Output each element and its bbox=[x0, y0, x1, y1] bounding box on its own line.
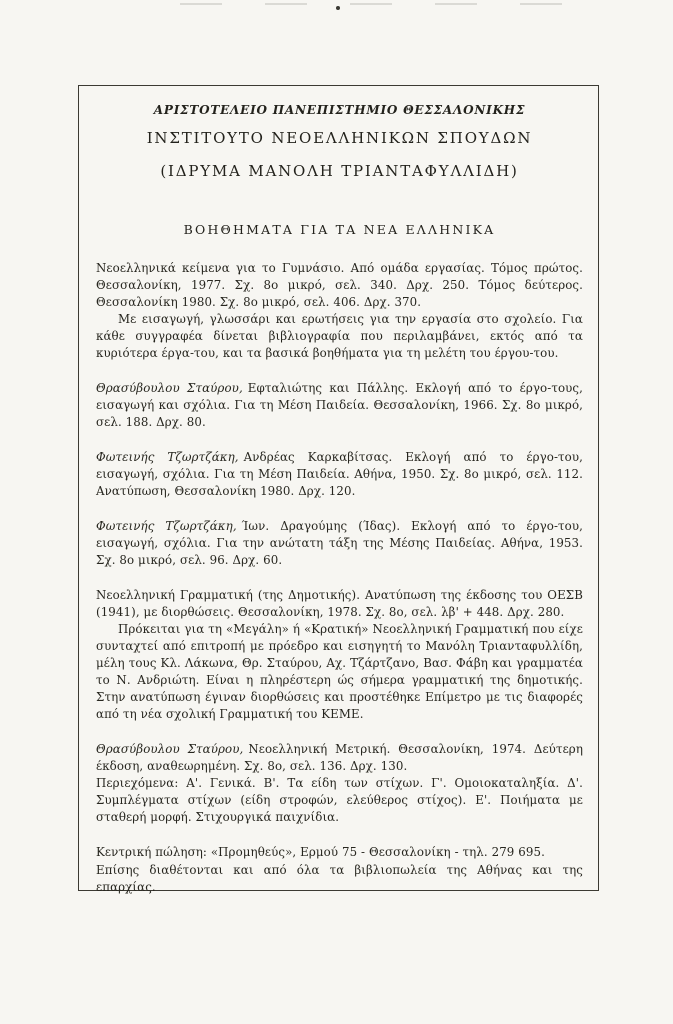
entry-author: Φωτεινής Τζωρτζάκη, bbox=[96, 450, 239, 464]
entry-author: Θρασύβουλου Σταύρου, bbox=[96, 742, 244, 756]
entry-text: Νεοελληνική Γραμματική (της Δημοτικής). Ανατύπωση της έκδοσης του ΟΕΣΒ (1941), με διορθώσεις. Θεσσαλονίκη, 1978. Σχ. 8ο, σελ. λβ' + 448. Δρχ. 280. bbox=[96, 588, 583, 619]
institute-name: ΙΝΣΤΙΤΟΥΤΟ ΝΕΟΕΛΛΗΝΙΚΩΝ ΣΠΟΥΔΩΝ bbox=[146, 129, 533, 147]
entry-text: Ίων. Δραγούμης (Ίδας). Εκλογή από το έργο-του, εισαγωγή, σχόλια. Για την ανώτατη τάξη της Μέσης Παιδείας. Αθήνα, 1953. Σχ. 8ο μικρό, σελ. 96. Δρχ. 60. bbox=[96, 519, 583, 567]
bibliography-entry bbox=[96, 449, 583, 500]
entry-citation bbox=[96, 518, 583, 569]
foundation-name: (ΙΔΡΥΜΑ ΜΑΝΟΛΗ ΤΡΙΑΝΤΑΦΥΛΛΙΔΗ) bbox=[160, 162, 519, 180]
sales-info bbox=[96, 844, 583, 897]
sales-line-secondary: Επίσης διαθέτονται και από όλα τα βιβλιοπωλεία της Αθήνας και της επαρχίας. bbox=[96, 862, 583, 894]
bibliography-entry bbox=[96, 518, 583, 569]
bibliography-entry bbox=[96, 587, 583, 723]
entry-author: Φωτεινής Τζωρτζάκη, bbox=[96, 519, 237, 533]
entry-text: Νεοελληνικά κείμενα για το Γυμνάσιο. Από ομάδα εργασίας. Τόμος πρώτος. Θεσσαλονίκη, 1977. Σχ. 8ο μικρό, σελ. 340. Δρχ. 250. Τόμος δεύτερος. Θεσσαλονίκη 1980. Σχ. 8ο μικρό, σελ. 406. Δρχ. 370. bbox=[96, 261, 583, 309]
entry-text: Εφταλιώτης και Πάλλης. Εκλογή από το έργο-τους, εισαγωγή και σχόλια. Για τη Μέση Παιδεία. Θεσσαλονίκη, 1966. Σχ. 8ο μικρό, σελ. 188. Δρχ. 80. bbox=[96, 381, 583, 429]
entry-citation bbox=[96, 380, 583, 431]
page-border-frame bbox=[78, 85, 599, 894]
entry-citation bbox=[96, 449, 583, 500]
bibliography-entry bbox=[96, 380, 583, 431]
entry-text: Νεοελληνική Μετρική. Θεσσαλονίκη, 1974. Δεύτερη έκδοση, αναθεωρημένη. Σχ. 8ο, σελ. 136. Δρχ. 130. bbox=[96, 742, 583, 773]
entry-note: Πρόκειται για τη «Μεγάλη» ή «Κρατική» Νεοελληνική Γραμματική που είχε συνταχτεί από επιτροπή με πρόεδρο και εισηγητή το Μανόλη Τριανταφυλλίδη, μέλη τους Κλ. Λάκωνα, Θρ. Σταύρου, Αχ. Τζάρτζανο, Βασ. Φάβη και γραμματέα το Ν. Ανδριώτη. Είναι η πληρέστερη ώς σήμερα γραμματική της δημοτικής. Στην ανατύπωση έγιναν διορθώσεις και προστέθηκε Επίμετρο με τις διαφορές από τη νέα σχολική Γραμματική του ΚΕΜΕ. bbox=[96, 622, 583, 721]
entry-citation bbox=[96, 741, 583, 775]
institution-name: ΑΡΙΣΤΟΤΕΛΕΙΟ ΠΑΝΕΠΙΣΤΗΜΙΟ ΘΕΣΣΑΛΟΝΙΚΗΣ bbox=[153, 103, 526, 117]
scan-speck bbox=[336, 6, 340, 10]
entry-note: Με εισαγωγή, γλωσσάρι και ερωτήσεις για την εργασία στο σχολείο. Για κάθε συγγραφέα δίνεται βιβλιογραφία που περιλαμβάνει, εκτός από τα κυριότερα έργα-του, και τα βασικά βοηθήματα για τη μελέτη του έργου-του. bbox=[96, 312, 583, 360]
bibliography-entry bbox=[96, 260, 583, 362]
entry-author: Θρασύβουλου Σταύρου, bbox=[96, 381, 243, 395]
bibliography-entry bbox=[96, 741, 583, 826]
entry-text: Ανδρέας Καρκαβίτσας. Εκλογή από το έργο-του, εισαγωγή, σχόλια. Για τη Μέση Παιδεία. Αθήνα, 1950. Σχ. 8ο μικρό, σελ. 112. Ανατύπωση, Θεσσαλονίκη 1980. Δρχ. 120. bbox=[96, 450, 583, 498]
bibliography-list bbox=[96, 260, 583, 897]
entry-citation bbox=[96, 260, 583, 311]
entry-citation bbox=[96, 587, 583, 621]
scan-edge-artifact bbox=[180, 3, 600, 5]
entry-contents: Περιεχόμενα: Α'. Γενικά. Β'. Τα είδη των στίχων. Γ'. Ομοιοκαταληξία. Δ'. Συμπλέγματα στίχων (είδη στροφών, ελεύθερος στίχος). Ε'. Ποιήματα με σταθερή μορφή. Στιχουργικά παιχνίδια. bbox=[96, 776, 583, 824]
page-title: ΒΟΗΘΗΜΑΤΑ ΓΙΑ ΤΑ ΝΕΑ ΕΛΛΗΝΙΚΑ bbox=[183, 222, 496, 237]
sales-line-main: Κεντρική πώληση: «Προμηθεύς», Ερμού 75 - Θεσσαλονίκη - τηλ. 279 695. bbox=[96, 845, 545, 859]
